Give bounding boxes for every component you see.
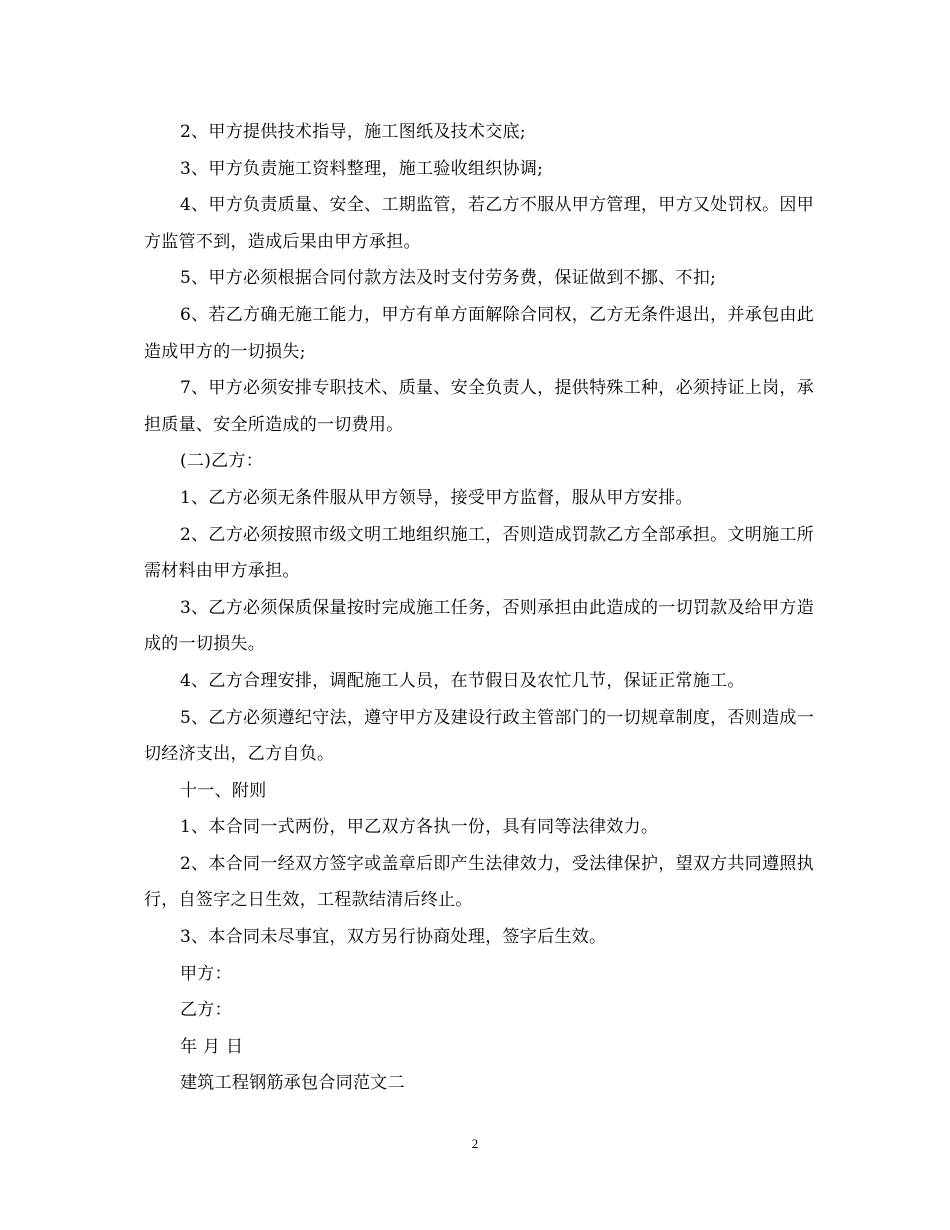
clause-a3: 3、甲方负责施工资料整理，施工验收组织协调; — [180, 158, 544, 179]
clause-a6: 6、若乙方确无施工能力，甲方有单方面解除合同权，乙方无条件退出，并承包由此造成甲方的一切损失; — [144, 304, 814, 362]
clause-b3: 3、乙方必须保质保量按时完成施工任务，否则承担由此造成的一切罚款及给甲方造成的一切损失。 — [144, 597, 814, 655]
appendix-clause-1: 1、本合同一式两份，甲乙双方各执一份，具有同等法律效力。 — [180, 817, 659, 838]
section-heading-party-b: (二)乙方： — [180, 451, 264, 472]
appendix-clause-3: 3、本合同未尽事宜，双方另行协商处理，签字后生效。 — [180, 927, 607, 948]
clause-b5: 5、乙方必须遵纪守法，遵守甲方及建设行政主管部门的一切规章制度，否则造成一切经济支出，乙方自负。 — [144, 707, 814, 765]
next-document-title: 建筑工程钢筋承包合同范文二 — [180, 1073, 405, 1094]
section-heading-appendix: 十一、附则 — [180, 780, 267, 801]
appendix-clause-2: 2、本合同一经双方签字或盖章后即产生法律效力，受法律保护，望双方共同遵照执行，自签字之日生效，工程款结清后终止。 — [144, 853, 814, 911]
document-body — [144, 114, 814, 1102]
clause-b2: 2、乙方必须按照市级文明工地组织施工，否则造成罚款乙方全部承担。文明施工所需材料由甲方承担。 — [144, 524, 814, 582]
clause-b4: 4、乙方合理安排，调配施工人员，在节假日及农忙几节，保证正常施工。 — [180, 670, 745, 691]
signature-party-a: 甲方： — [180, 963, 232, 984]
signature-date: 年 月 日 — [180, 1036, 244, 1057]
clause-a2: 2、甲方提供技术指导，施工图纸及技术交底; — [180, 122, 526, 142]
clause-a5: 5、甲方必须根据合同付款方法及时支付劳务费，保证做到不挪、不扣; — [180, 268, 717, 289]
page-number: 2 — [471, 1136, 479, 1151]
clause-a4: 4、甲方负责质量、安全、工期监管，若乙方不服从甲方管理，甲方又处罚权。因甲方监管不到，造成后果由甲方承担。 — [144, 195, 814, 252]
clause-a7: 7、甲方必须安排专职技术、质量、安全负责人，提供特殊工种，必须持证上岗，承担质量、安全所造成的一切费用。 — [144, 378, 814, 435]
signature-party-b: 乙方： — [180, 1000, 232, 1021]
clause-b1: 1、乙方必须无条件服从甲方领导，接受甲方监督，服从甲方安排。 — [180, 487, 693, 508]
